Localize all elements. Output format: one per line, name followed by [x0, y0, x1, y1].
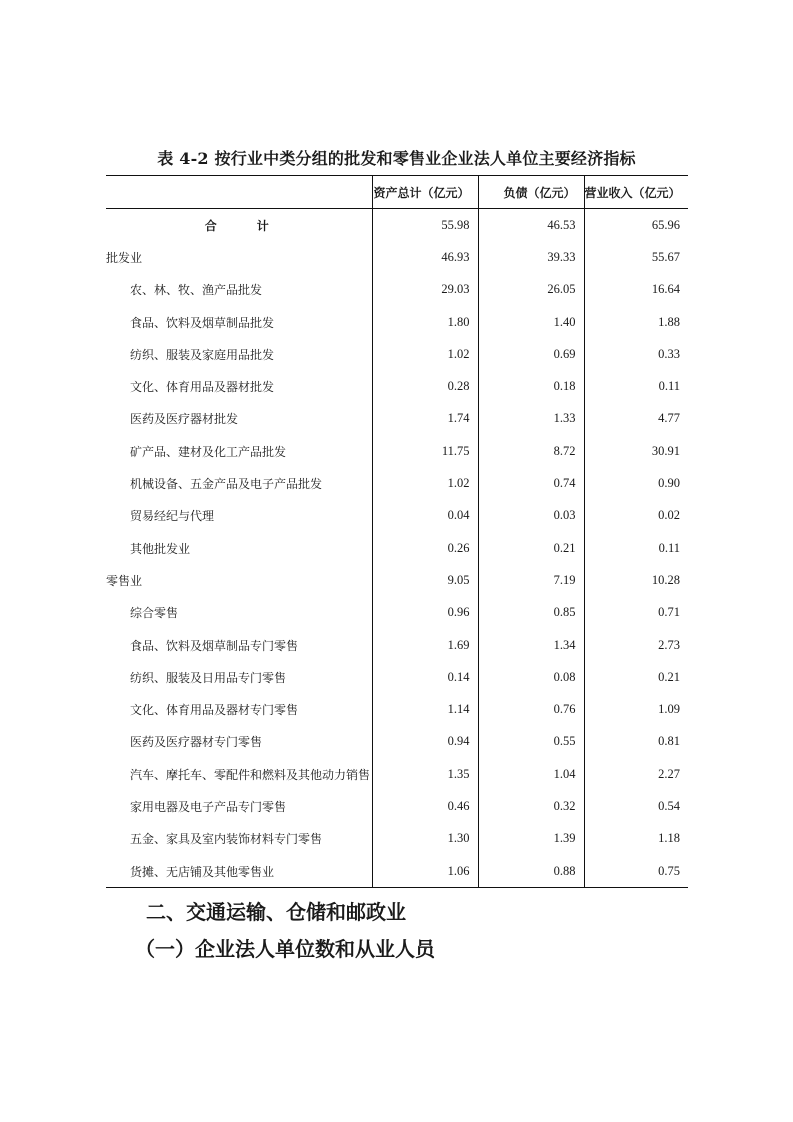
row-label: 零售业	[106, 573, 143, 588]
row-label: 其他批发业	[130, 541, 191, 556]
liabilities-cell: 0.88	[478, 855, 584, 888]
liabilities-cell: 26.05	[478, 274, 584, 306]
operating-revenue-cell: 30.91	[584, 435, 688, 467]
liabilities-cell: 1.39	[478, 823, 584, 855]
liabilities-cell: 0.08	[478, 661, 584, 693]
table-title: 表 4-2 按行业中类分组的批发和零售业企业法人单位主要经济指标	[157, 149, 636, 168]
total-assets-cell: 1.02	[372, 338, 478, 370]
liabilities-cell: 39.33	[478, 241, 584, 273]
total-assets-cell: 1.02	[372, 467, 478, 499]
operating-revenue-cell: 1.88	[584, 306, 688, 338]
liabilities-cell: 1.33	[478, 403, 584, 435]
operating-revenue-cell: 0.54	[584, 790, 688, 822]
liabilities-cell: 0.74	[478, 467, 584, 499]
table-row	[106, 693, 688, 725]
table-row	[106, 758, 688, 790]
operating-revenue-cell: 65.96	[584, 209, 688, 242]
row-label: 货摊、无店铺及其他零售业	[106, 855, 372, 888]
total-assets-cell: 1.74	[372, 403, 478, 435]
liabilities-cell: 0.03	[478, 500, 584, 532]
row-label: 医药及医疗器材批发	[130, 412, 239, 427]
liabilities-cell: 0.55	[478, 726, 584, 758]
liabilities-cell: 7.19	[478, 564, 584, 596]
operating-revenue-cell: 0.75	[584, 855, 688, 888]
liabilities-cell: 0.32	[478, 790, 584, 822]
operating-revenue-cell: 0.11	[584, 532, 688, 564]
operating-revenue-cell: 4.77	[584, 403, 688, 435]
total-assets-cell: 0.26	[372, 532, 478, 564]
operating-revenue-cell: 16.64	[584, 274, 688, 306]
table-row	[106, 274, 688, 306]
operating-revenue-cell: 2.27	[584, 758, 688, 790]
liabilities-cell: 0.21	[478, 532, 584, 564]
subsection-heading: （一）企业法人单位数和从业人员	[135, 937, 435, 961]
total-assets-cell: 1.35	[372, 758, 478, 790]
liabilities-cell: 1.04	[478, 758, 584, 790]
operating-revenue-cell: 2.73	[584, 629, 688, 661]
row-label: 农、林、牧、渔产品批发	[130, 283, 263, 298]
total-assets-cell: 1.06	[372, 855, 478, 888]
operating-revenue-cell: 1.18	[584, 823, 688, 855]
table-row	[106, 241, 688, 273]
total-assets-cell: 11.75	[372, 435, 478, 467]
header-stub	[106, 176, 372, 209]
total-assets-cell: 0.04	[372, 500, 478, 532]
total-assets-cell: 0.28	[372, 370, 478, 402]
table-row	[106, 564, 688, 596]
total-assets-cell: 1.80	[372, 306, 478, 338]
row-label: 汽车、摩托车、零配件和燃料及其他动力销售	[130, 767, 371, 782]
liabilities-cell: 0.76	[478, 693, 584, 725]
table-body	[106, 209, 688, 888]
liabilities-cell: 0.85	[478, 597, 584, 629]
table-row	[106, 209, 688, 242]
row-label: 纺织、服装及家庭用品批发	[130, 347, 275, 362]
liabilities-cell: 0.69	[478, 338, 584, 370]
total-assets-cell: 55.98	[372, 209, 478, 242]
row-label: 五金、家具及室内装饰材料专门零售	[130, 832, 323, 847]
total-assets-cell: 0.96	[372, 597, 478, 629]
operating-revenue-cell: 55.67	[584, 241, 688, 273]
operating-revenue-cell: 0.33	[584, 338, 688, 370]
table-row	[106, 726, 688, 758]
row-label: 批发业	[106, 250, 143, 265]
row-label: 贸易经纪与代理	[130, 509, 215, 524]
table-header-row	[106, 176, 688, 209]
table-row	[106, 435, 688, 467]
liabilities-cell: 1.34	[478, 629, 584, 661]
table-row	[106, 823, 688, 855]
table-row	[106, 855, 688, 888]
liabilities-cell: 1.40	[478, 306, 584, 338]
row-label: 机械设备、五金产品及电子产品批发	[130, 477, 323, 492]
operating-revenue-cell: 0.11	[584, 370, 688, 402]
table-row	[106, 500, 688, 532]
operating-revenue-cell: 1.09	[584, 693, 688, 725]
total-assets-cell: 0.46	[372, 790, 478, 822]
table-row	[106, 338, 688, 370]
liabilities-cell: 0.18	[478, 370, 584, 402]
total-assets-cell: 9.05	[372, 564, 478, 596]
operating-revenue-cell: 0.21	[584, 661, 688, 693]
row-label: 综合零售	[130, 606, 179, 621]
row-label: 纺织、服装及日用品专门零售	[130, 670, 287, 685]
section-heading: 二、交通运输、仓储和邮政业	[146, 900, 406, 924]
row-label: 文化、体育用品及器材批发	[130, 380, 275, 395]
total-assets-cell: 46.93	[372, 241, 478, 273]
row-label: 文化、体育用品及器材专门零售	[130, 703, 299, 718]
header-liabilities: 负债（亿元）	[478, 176, 584, 209]
row-label: 食品、饮料及烟草制品批发	[130, 315, 275, 330]
operating-revenue-cell: 0.71	[584, 597, 688, 629]
operating-revenue-cell: 0.02	[584, 500, 688, 532]
table-row	[106, 597, 688, 629]
operating-revenue-cell: 10.28	[584, 564, 688, 596]
table-row	[106, 403, 688, 435]
table-row	[106, 370, 688, 402]
economic-indicators-table	[106, 175, 688, 888]
total-assets-cell: 1.30	[372, 823, 478, 855]
total-assets-cell: 29.03	[372, 274, 478, 306]
row-label: 医药及医疗器材专门零售	[130, 735, 263, 750]
table-row	[106, 661, 688, 693]
header-operating-revenue: 营业收入（亿元）	[584, 176, 688, 209]
total-assets-cell: 1.69	[372, 629, 478, 661]
table-row	[106, 629, 688, 661]
total-assets-cell: 0.94	[372, 726, 478, 758]
table-row	[106, 532, 688, 564]
header-total-assets: 资产总计（亿元）	[372, 176, 478, 209]
table-row	[106, 467, 688, 499]
operating-revenue-cell: 0.90	[584, 467, 688, 499]
total-assets-cell: 1.14	[372, 693, 478, 725]
row-label: 家用电器及电子产品专门零售	[130, 799, 287, 814]
total-assets-cell: 0.14	[372, 661, 478, 693]
liabilities-cell: 8.72	[478, 435, 584, 467]
row-label: 合 计	[204, 218, 283, 233]
row-label: 食品、饮料及烟草制品专门零售	[130, 638, 299, 653]
liabilities-cell: 46.53	[478, 209, 584, 242]
row-label: 矿产品、建材及化工产品批发	[130, 444, 287, 459]
table-row	[106, 790, 688, 822]
table-row	[106, 306, 688, 338]
operating-revenue-cell: 0.81	[584, 726, 688, 758]
